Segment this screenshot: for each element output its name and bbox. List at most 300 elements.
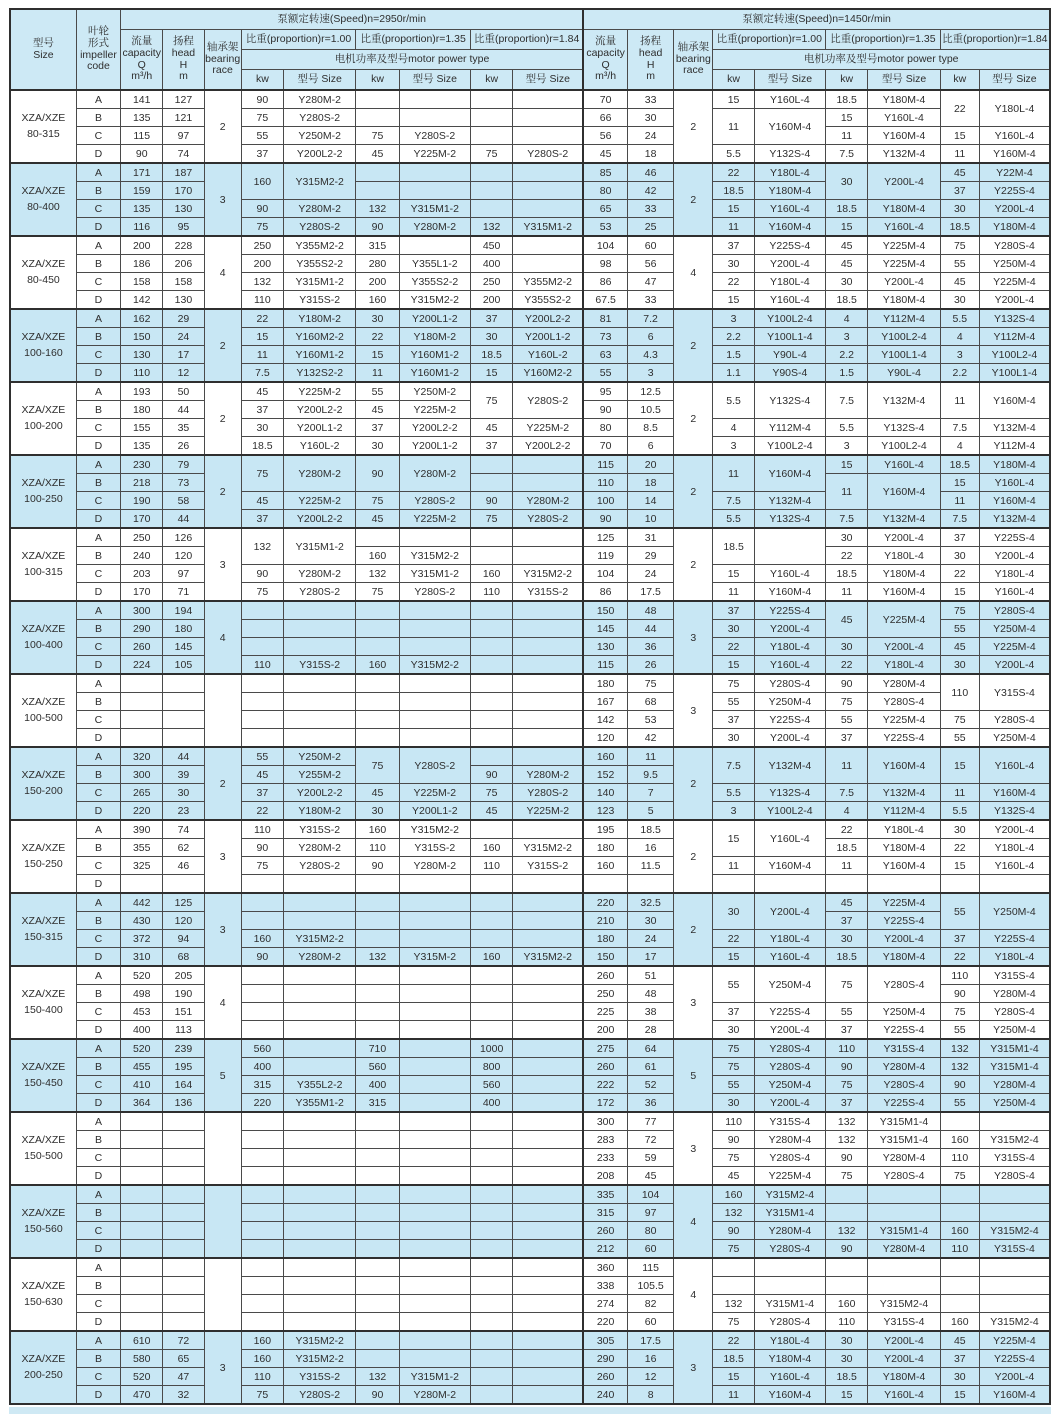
kw-cell: 22 — [940, 839, 979, 857]
kw-cell — [471, 1167, 513, 1186]
kw-cell: 2.2 — [713, 328, 754, 346]
motor-model-cell — [399, 893, 470, 912]
kw-cell — [826, 1204, 868, 1222]
impeller-code-cell: C — [76, 346, 120, 364]
capacity-cell: 250 — [121, 528, 163, 547]
bearing-race-cell: 2 — [204, 90, 241, 163]
kw-cell: 160 — [241, 163, 283, 200]
capacity-cell: 240 — [121, 547, 163, 565]
motor-model-cell: Y280M-2 — [283, 839, 355, 857]
kw-cell — [241, 711, 283, 729]
kw-cell: 45 — [356, 401, 399, 419]
kw-cell — [356, 601, 399, 620]
kw-cell — [471, 127, 513, 145]
capacity-cell: 193 — [121, 382, 163, 401]
motor-model-cell: Y280S-2 — [513, 145, 584, 164]
group-size-cell: XZA/XZE 80-450 — [10, 236, 76, 309]
kw-cell — [471, 474, 513, 492]
head-cell — [163, 1222, 204, 1240]
capacity-cell: 203 — [121, 565, 163, 583]
capacity-cell: 115 — [121, 127, 163, 145]
kw-cell: 18.5 — [940, 218, 979, 237]
kw-cell: 7.5 — [826, 784, 868, 802]
group-size-cell: XZA/XZE 100-400 — [10, 601, 76, 674]
motor-model-cell: Y280S-2 — [399, 127, 470, 145]
motor-model-cell: Y180L-4 — [754, 273, 825, 291]
motor-model-cell — [513, 638, 584, 656]
kw-cell: 11 — [713, 455, 754, 492]
motor-model-cell: Y315M1-4 — [979, 1039, 1050, 1058]
kw-cell: 30 — [940, 291, 979, 310]
head-cell: 80 — [627, 1222, 673, 1240]
motor-model-cell: Y225M-2 — [399, 784, 470, 802]
motor-model-cell: Y225M-4 — [868, 893, 940, 912]
motor-model-cell — [283, 1240, 355, 1259]
motor-model-cell: Y112M-4 — [868, 802, 940, 821]
kw-cell: 37 — [241, 784, 283, 802]
impeller-code-cell: A — [76, 674, 120, 693]
motor-model-cell — [513, 255, 584, 273]
motor-model-cell: Y280M-2 — [283, 90, 355, 109]
kw-cell: 30 — [940, 1368, 979, 1386]
impeller-code-cell: C — [76, 127, 120, 145]
impeller-code-cell: A — [76, 747, 120, 766]
motor-model-cell: Y280S-2 — [283, 583, 355, 602]
capacity-cell: 283 — [583, 1131, 627, 1149]
motor-model-cell: Y315M1-4 — [979, 1058, 1050, 1076]
capacity-cell: 172 — [583, 1094, 627, 1113]
kw-cell: 37 — [713, 711, 754, 729]
kw-cell — [356, 1149, 399, 1167]
table-row — [10, 1112, 1050, 1131]
motor-model-cell: Y160M1-2 — [399, 364, 470, 383]
kw-cell: 15 — [826, 109, 868, 127]
impeller-code-cell: D — [76, 875, 120, 894]
kw-cell: 90 — [356, 218, 399, 237]
kw-cell: 55 — [241, 747, 283, 766]
capacity-cell: 65 — [583, 200, 627, 218]
impeller-code-cell: D — [76, 437, 120, 456]
head-cell: 64 — [627, 1039, 673, 1058]
capacity-cell: 190 — [121, 492, 163, 510]
kw-cell: 11 — [940, 784, 979, 802]
impeller-code-cell: B — [76, 182, 120, 200]
head-cell: 61 — [627, 1058, 673, 1076]
kw-cell — [241, 693, 283, 711]
table-row — [10, 1240, 1050, 1259]
kw-cell: 75 — [241, 583, 283, 602]
bearing-race-cell: 3 — [204, 528, 241, 601]
capacity-cell: 170 — [121, 510, 163, 529]
head-cell: 36 — [627, 638, 673, 656]
kw-cell: 3 — [713, 437, 754, 456]
capacity-cell: 275 — [583, 1039, 627, 1058]
col-header-proportion-135-right: 比重(proportion)r=1.35 — [826, 30, 941, 50]
table-row — [10, 1039, 1050, 1058]
kw-cell: 400 — [471, 1094, 513, 1113]
bearing-race-cell: 2 — [204, 747, 241, 820]
kw-cell: 18.5 — [713, 182, 754, 200]
head-cell: 125 — [163, 893, 204, 912]
head-cell: 17.5 — [627, 583, 673, 602]
motor-model-cell: Y180M-2 — [399, 328, 470, 346]
kw-cell: 90 — [241, 839, 283, 857]
capacity-cell: 212 — [583, 1240, 627, 1259]
table-row — [10, 601, 1050, 620]
head-cell: 30 — [627, 109, 673, 127]
head-cell: 16 — [627, 839, 673, 857]
capacity-cell: 220 — [583, 1313, 627, 1332]
head-cell: 170 — [163, 182, 204, 200]
motor-model-cell: Y280M-2 — [399, 455, 470, 492]
kw-cell — [471, 163, 513, 182]
capacity-cell: 142 — [121, 291, 163, 310]
motor-model-cell: Y200L2-2 — [283, 510, 355, 529]
motor-model-cell: Y280M-2 — [513, 766, 584, 784]
capacity-cell — [583, 875, 627, 894]
motor-model-cell — [399, 1039, 470, 1058]
group-size-cell: XZA/XZE 100-315 — [10, 528, 76, 601]
impeller-code-cell: A — [76, 382, 120, 401]
motor-model-cell: Y160M-4 — [868, 583, 940, 602]
kw-cell: 15 — [713, 291, 754, 310]
motor-model-cell: Y180M-2 — [283, 802, 355, 821]
impeller-code-cell: B — [76, 620, 120, 638]
capacity-cell: 210 — [583, 912, 627, 930]
head-cell: 105.5 — [627, 1277, 673, 1295]
motor-model-cell: Y160M-4 — [754, 857, 825, 875]
motor-model-cell — [868, 875, 940, 894]
motor-model-cell — [513, 1076, 584, 1094]
capacity-cell: 300 — [121, 766, 163, 784]
motor-model-cell — [513, 1368, 584, 1386]
motor-model-cell: Y315S-4 — [979, 1240, 1050, 1259]
motor-model-cell — [399, 163, 470, 182]
kw-cell: 30 — [356, 802, 399, 821]
motor-model-cell: Y132M-4 — [868, 145, 940, 164]
head-cell: 94 — [163, 930, 204, 948]
kw-cell — [241, 1295, 283, 1313]
kw-cell: 110 — [940, 1240, 979, 1259]
kw-cell — [471, 1131, 513, 1149]
kw-cell: 7.5 — [940, 419, 979, 437]
capacity-cell: 364 — [121, 1094, 163, 1113]
impeller-code-cell: A — [76, 1112, 120, 1131]
capacity-cell: 158 — [121, 273, 163, 291]
table-row — [10, 1386, 1050, 1405]
kw-cell: 45 — [940, 163, 979, 182]
motor-model-cell — [399, 1003, 470, 1021]
motor-model-cell — [513, 1039, 584, 1058]
kw-cell: 1.1 — [713, 364, 754, 383]
kw-cell — [471, 109, 513, 127]
motor-model-cell — [283, 729, 355, 748]
head-cell: 60 — [627, 1313, 673, 1332]
head-cell: 32.5 — [627, 893, 673, 912]
kw-cell — [241, 893, 283, 912]
kw-cell: 11 — [713, 109, 754, 145]
kw-cell: 55 — [826, 711, 868, 729]
kw-cell: 55 — [940, 729, 979, 748]
table-row — [10, 747, 1050, 766]
motor-model-cell — [283, 1313, 355, 1332]
head-cell: 120 — [163, 912, 204, 930]
kw-cell: 75 — [241, 109, 283, 127]
table-row — [10, 1331, 1050, 1350]
kw-cell — [471, 1112, 513, 1131]
capacity-cell: 470 — [121, 1386, 163, 1405]
impeller-code-cell: B — [76, 912, 120, 930]
motor-model-cell: Y180M-4 — [868, 565, 940, 583]
motor-model-cell — [513, 747, 584, 766]
kw-cell — [471, 1277, 513, 1295]
pump-spec-table — [9, 8, 1051, 1405]
col-header-head-right: 扬程 head H m — [627, 30, 673, 91]
motor-model-cell — [513, 1240, 584, 1259]
kw-cell: 75 — [713, 1149, 754, 1167]
kw-cell: 7.5 — [241, 364, 283, 383]
impeller-code-cell: D — [76, 291, 120, 310]
motor-model-cell — [868, 1185, 940, 1204]
bearing-race-cell: 3 — [674, 1331, 713, 1404]
kw-cell: 90 — [713, 1131, 754, 1149]
impeller-code-cell: A — [76, 966, 120, 985]
kw-cell: 55 — [940, 1021, 979, 1040]
motor-model-cell — [979, 1204, 1050, 1222]
motor-model-cell: Y250M-4 — [979, 893, 1050, 930]
motor-model-cell: Y160L-4 — [754, 1368, 825, 1386]
capacity-cell — [121, 1185, 163, 1204]
table-row — [10, 309, 1050, 328]
kw-cell: 75 — [713, 1313, 754, 1332]
motor-model-cell — [513, 1258, 584, 1277]
motor-model-cell — [399, 1149, 470, 1167]
table-row — [10, 127, 1050, 145]
kw-cell: 37 — [471, 309, 513, 328]
capacity-cell — [121, 711, 163, 729]
capacity-cell: 85 — [583, 163, 627, 182]
kw-cell — [241, 1313, 283, 1332]
motor-model-cell: Y200L-4 — [868, 638, 940, 656]
head-cell: 127 — [163, 90, 204, 109]
head-cell: 151 — [163, 1003, 204, 1021]
motor-model-cell: Y100L1-4 — [754, 328, 825, 346]
motor-model-cell: Y315M2-4 — [979, 1131, 1050, 1149]
head-cell — [163, 1295, 204, 1313]
col-header-speed-2950: 泵额定转速(Speed)n=2950r/min — [121, 9, 584, 30]
group-size-cell: XZA/XZE 80-315 — [10, 90, 76, 163]
capacity-cell: 520 — [121, 1039, 163, 1058]
motor-model-cell: Y315M2-2 — [399, 656, 470, 675]
kw-cell: 30 — [471, 328, 513, 346]
kw-cell: 18.5 — [713, 528, 754, 565]
table-row — [10, 638, 1050, 656]
kw-cell: 4 — [826, 309, 868, 328]
bearing-race-cell: 2 — [674, 382, 713, 455]
col-header-proportion-135-left: 比重(proportion)r=1.35 — [356, 30, 471, 50]
table-row — [10, 966, 1050, 985]
impeller-code-cell: D — [76, 583, 120, 602]
kw-cell — [356, 90, 399, 109]
group-size-cell: XZA/XZE 100-160 — [10, 309, 76, 382]
kw-cell: 37 — [826, 1021, 868, 1040]
motor-model-cell: Y132M-4 — [754, 747, 825, 784]
capacity-cell: 160 — [583, 747, 627, 766]
impeller-code-cell: B — [76, 401, 120, 419]
kw-cell: 45 — [356, 784, 399, 802]
head-cell — [627, 875, 673, 894]
motor-model-cell — [513, 966, 584, 985]
head-cell — [163, 729, 204, 748]
motor-model-cell — [513, 1149, 584, 1167]
head-cell — [163, 711, 204, 729]
motor-model-cell: Y160M2-2 — [513, 364, 584, 383]
motor-model-cell: Y280S-4 — [868, 693, 940, 711]
motor-model-cell — [513, 729, 584, 748]
bearing-race-cell: 3 — [204, 820, 241, 893]
kw-cell — [471, 528, 513, 547]
head-cell: 36 — [627, 1094, 673, 1113]
head-cell: 10.5 — [627, 401, 673, 419]
kw-cell: 11 — [713, 583, 754, 602]
motor-model-cell: Y160M-4 — [979, 382, 1050, 419]
motor-model-cell: Y160M-4 — [754, 218, 825, 237]
motor-model-cell — [513, 674, 584, 693]
kw-cell: 75 — [471, 510, 513, 529]
kw-cell: 18.5 — [826, 90, 868, 109]
motor-model-cell: Y315S-2 — [283, 1368, 355, 1386]
kw-cell: 110 — [356, 839, 399, 857]
motor-model-cell — [283, 893, 355, 912]
kw-cell: 30 — [826, 528, 868, 547]
motor-model-cell: Y132S-4 — [979, 802, 1050, 821]
motor-model-cell: Y100L1-4 — [979, 364, 1050, 383]
capacity-cell: 171 — [121, 163, 163, 182]
motor-model-cell: Y250M-4 — [868, 1003, 940, 1021]
kw-cell: 15 — [713, 656, 754, 675]
bearing-race-cell: 3 — [674, 1112, 713, 1185]
table-row — [10, 875, 1050, 894]
table-row — [10, 1295, 1050, 1313]
head-cell: 52 — [627, 1076, 673, 1094]
page-bottom-strip — [9, 1407, 1051, 1414]
motor-model-cell — [868, 1204, 940, 1222]
kw-cell: 160 — [471, 839, 513, 857]
motor-model-cell — [399, 528, 470, 547]
motor-model-cell: Y315S-4 — [868, 1039, 940, 1058]
head-cell: 44 — [163, 510, 204, 529]
table-row — [10, 693, 1050, 711]
kw-cell: 90 — [241, 200, 283, 218]
kw-cell: 15 — [713, 1368, 754, 1386]
kw-cell: 37 — [940, 528, 979, 547]
kw-cell: 55 — [826, 1003, 868, 1021]
kw-cell: 37 — [940, 182, 979, 200]
kw-cell: 45 — [826, 255, 868, 273]
kw-cell — [356, 966, 399, 985]
capacity-cell: 150 — [583, 948, 627, 967]
motor-model-cell: Y200L-4 — [979, 820, 1050, 839]
kw-cell: 90 — [940, 985, 979, 1003]
motor-model-cell — [513, 1112, 584, 1131]
motor-model-cell — [283, 620, 355, 638]
table-row — [10, 1149, 1050, 1167]
motor-model-cell — [399, 1277, 470, 1295]
motor-model-cell: Y225S-4 — [979, 182, 1050, 200]
capacity-cell — [121, 1149, 163, 1167]
kw-cell: 45 — [940, 638, 979, 656]
motor-model-cell: Y160L-4 — [754, 820, 825, 857]
motor-model-cell: Y250M-4 — [754, 693, 825, 711]
motor-model-cell — [979, 1112, 1050, 1131]
capacity-cell: 86 — [583, 273, 627, 291]
kw-cell: 1000 — [471, 1039, 513, 1058]
kw-cell — [471, 711, 513, 729]
capacity-cell: 305 — [583, 1331, 627, 1350]
kw-cell: 18.5 — [826, 565, 868, 583]
kw-cell — [826, 1258, 868, 1277]
col-header-kw: kw — [713, 70, 754, 91]
col-header-proportion-100-left: 比重(proportion)r=1.00 — [241, 30, 356, 50]
motor-model-cell: Y225S-4 — [868, 1021, 940, 1040]
kw-cell: 110 — [826, 1313, 868, 1332]
motor-model-cell — [283, 985, 355, 1003]
kw-cell: 15 — [826, 218, 868, 237]
capacity-cell — [121, 1204, 163, 1222]
kw-cell — [471, 620, 513, 638]
group-size-cell: XZA/XZE 200-250 — [10, 1331, 76, 1404]
motor-model-cell — [399, 1313, 470, 1332]
kw-cell — [356, 1331, 399, 1350]
table-row — [10, 1185, 1050, 1204]
kw-cell: 75 — [356, 583, 399, 602]
motor-model-cell — [399, 90, 470, 109]
col-header-capacity-left: 流量 capacity Q m³/h — [121, 30, 163, 91]
kw-cell: 37 — [241, 401, 283, 419]
motor-model-cell — [513, 455, 584, 474]
capacity-cell: 180 — [121, 401, 163, 419]
kw-cell: 3 — [826, 328, 868, 346]
motor-model-cell — [399, 1167, 470, 1186]
kw-cell: 4 — [940, 328, 979, 346]
impeller-code-cell: C — [76, 1222, 120, 1240]
kw-cell: 55 — [713, 693, 754, 711]
capacity-cell: 170 — [121, 583, 163, 602]
kw-cell: 55 — [940, 620, 979, 638]
kw-cell — [356, 1021, 399, 1040]
kw-cell: 37 — [241, 510, 283, 529]
capacity-cell: 218 — [121, 474, 163, 492]
head-cell: 113 — [163, 1021, 204, 1040]
impeller-code-cell: C — [76, 711, 120, 729]
motor-model-cell: Y280S-4 — [754, 1039, 825, 1058]
capacity-cell: 180 — [583, 839, 627, 857]
kw-cell: 110 — [241, 820, 283, 839]
kw-cell: 30 — [356, 309, 399, 328]
kw-cell: 55 — [940, 255, 979, 273]
capacity-cell: 63 — [583, 346, 627, 364]
motor-model-cell: Y200L-4 — [979, 1368, 1050, 1386]
motor-model-cell: Y315M1-2 — [283, 273, 355, 291]
motor-model-cell — [513, 547, 584, 565]
impeller-code-cell: B — [76, 985, 120, 1003]
kw-cell — [940, 1277, 979, 1295]
impeller-code-cell: C — [76, 419, 120, 437]
head-cell: 31 — [627, 528, 673, 547]
bearing-race-cell: 5 — [204, 1039, 241, 1112]
motor-model-cell: Y200L-4 — [868, 163, 940, 200]
kw-cell — [471, 674, 513, 693]
